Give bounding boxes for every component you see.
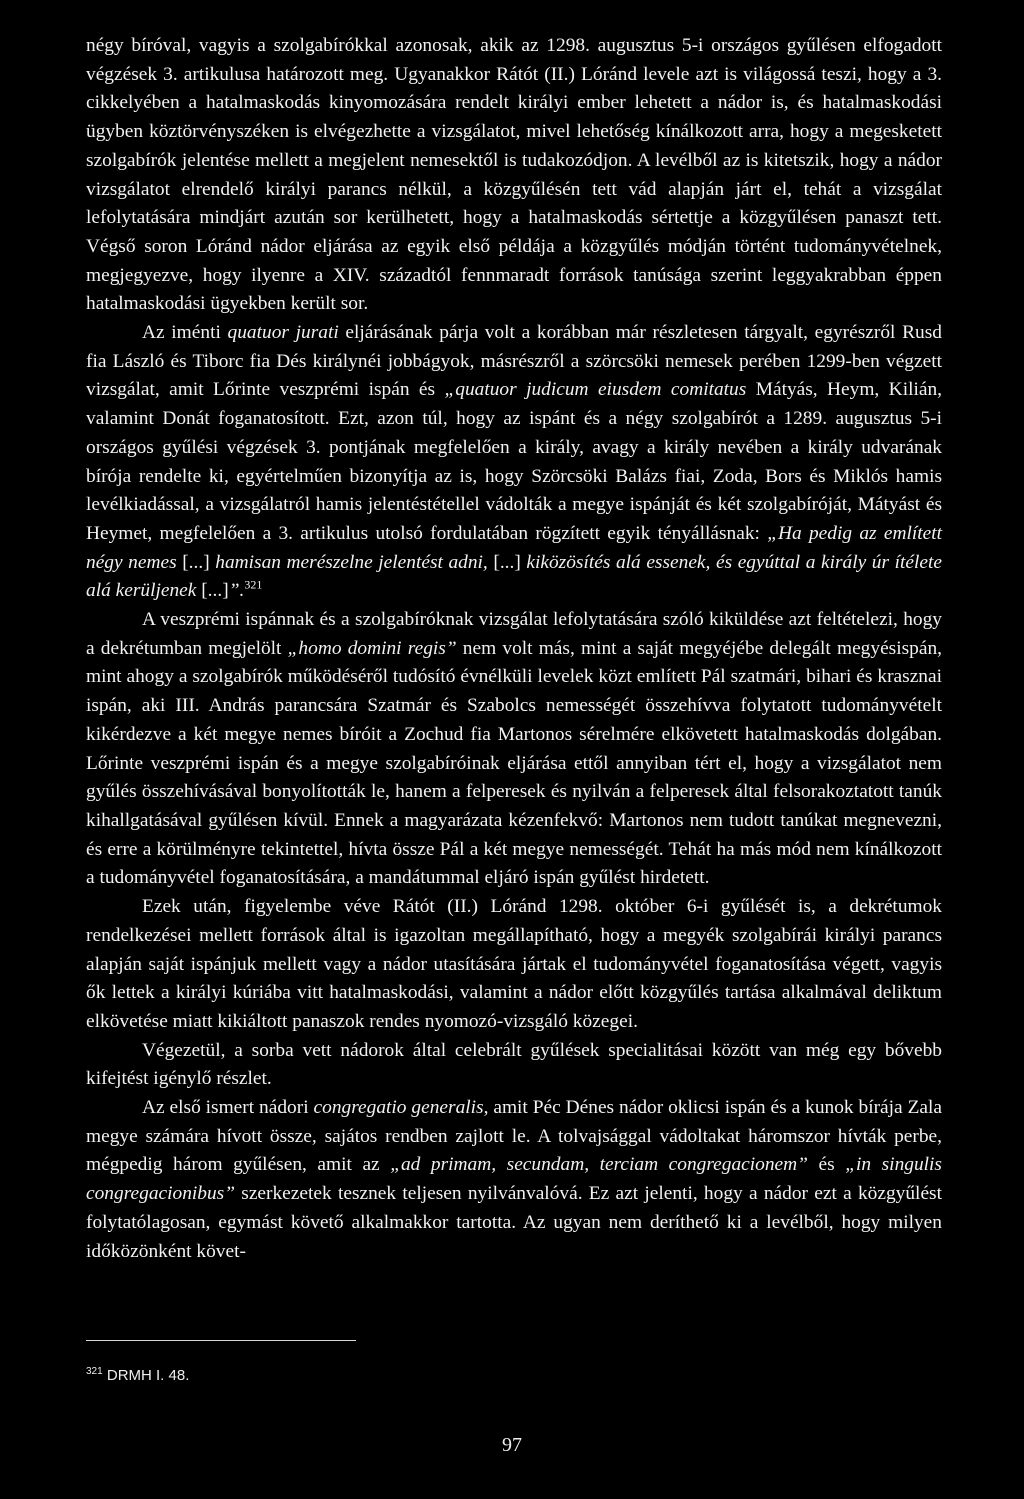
footnote-reference: 321 — [244, 577, 263, 592]
italic-text: hamisan merészelne jelentést adni, — [215, 551, 488, 573]
paragraph — [86, 1037, 942, 1094]
footnote-text: DRMH I. 48. — [102, 1367, 190, 1384]
text-run: [...] — [487, 551, 527, 573]
footnote-number: 321 — [86, 1366, 103, 1377]
italic-text: congregatio generalis — [313, 1097, 484, 1119]
italic-text: „in singulis congregacionibus” — [86, 1154, 942, 1205]
text-run: szerkezetek tesznek teljesen nyilvánvalóvá. Ez azt jelenti, hogy a nádor ezt a közgyűlést folytatólagosan, egymást követő alkalmakkor tartotta. Az ugyan nem deríthető ki a levélből, hogy milyen időközönként követ- — [86, 1183, 942, 1262]
text-run: [...] — [196, 580, 229, 602]
paragraph — [86, 319, 942, 606]
italic-text: quatuor jurati — [227, 322, 339, 344]
paragraph — [86, 32, 942, 319]
italic-text: „quatuor judicum eiusdem comitatus — [444, 379, 747, 401]
text-run: négy bíróval, vagyis a szolgabírókkal azonosak, akik az 1298. augusztus 5-i országos gyűlésen elfogadott végzések 3. artikulusa határozott meg. Ugyanakkor Rátót (II.) Lóránd levele azt is világossá teszi, hogy a 3. cikkelyében a hatalmaskodás kinyomozására rendelt királyi ember lehetett a nádor is, és hatalmaskodási ügyben köztörvényszéken is elvégezhette a vizsgálatot, mivel lehetőség kínálkozott arra, hogy a megesketett szolgabírók jelentése mellett a megjelent nemesektől is tudakozódjon. A levélből az is kitetszik, hogy a nádor vizsgálatot elrendelő királyi parancs nélkül, a közgyűlésén tett vád alapján járt el, tehát a vizsgálat lefolytatására mindjárt azután sor kerülhetett, hogy a hatalmaskodás sértettje a közgyűlésen panaszt tett. Végső soron Lóránd nádor eljárása az egyik első példája a közgyűlés módján történt tudományvételnek, megjegyezve, hogy ilyenre a XIV. századtól fennmaradt források tanúsága szerint leggyakrabban éppen hatalmaskodási ügyekben került sor. — [86, 35, 942, 315]
italic-text: „Ha pedig az említett négy nemes — [86, 522, 942, 573]
page-number: 97 — [502, 1434, 522, 1456]
text-run: , amit Péc Dénes nádor oklicsi ispán és a kunok bírája Zala megye számára hívott össze, sajátos rendben zajlott le. A tolvajsággal vádoltakat háromszor hívták perbe, mégpedig három gyűlésen, amit az — [86, 1097, 943, 1176]
footnote-321 — [86, 1362, 189, 1386]
text-run: Az iménti — [142, 322, 228, 344]
text-run: Az első ismert nádori — [142, 1097, 314, 1119]
text-run: Ezek után, figyelembe véve Rátót (II.) Lóránd 1298. október 6-i gyűlését is, a dekrétumok rendelkezései mellett források által is igazoltan megállapítható, hogy a megyék szolgabírái királyi parancs alapján saját ispánjuk mellett vagy a nádor utasítására jártak el tudományvétel foganatosítása végett, vagyis ők lettek a királyi kúriába vitt hatalmaskodási, valamint a nádor előtt közgyűlés tartása alkalmával deliktum elkövetése miatt kikiáltott panaszok rendes nyomozó-vizsgáló közegei. — [86, 896, 942, 1032]
text-run: és — [807, 1154, 846, 1176]
text-run: eljárásának párja volt a korábban már részletesen tárgyalt, egyrészről Rusd fia László és Tiborc fia Dés királynéi jobbágyok, másrészről a szörcsöki nemesek perében 1299-ben végzett vizsgálat, amit Lőrinte veszprémi ispán és — [86, 322, 942, 401]
paragraph — [86, 1094, 942, 1266]
paragraph — [86, 606, 942, 893]
text-run: [...] — [176, 551, 216, 573]
body-text — [86, 32, 942, 1266]
paragraph — [86, 893, 942, 1037]
footnote-separator — [86, 1340, 356, 1341]
italic-text: „homo domini regis” — [287, 637, 457, 659]
italic-text: kiközösítés alá essenek, és egyúttal a király úr ítélete alá kerüljenek — [86, 551, 942, 602]
italic-text: ”. — [228, 580, 245, 602]
italic-text: „ad primam, secundam, terciam congregacionem” — [390, 1154, 808, 1176]
text-run: nem volt más, mint a saját megyéjébe delegált megyésispán, mint ahogy a szolgabírók működéséről tudósító évnélküli levelek közt említett Pál szatmári, bihari és krasznai ispán, aki III. András parancsára Szatmár és Szabolcs nemességét összehívva folytatott tudományvételt kikérdezve a két megye nemes bíróit a Zochud fia Martonos sérelmére elkövetett hatalmaskodás dolgában. Lőrinte veszprémi ispán és a megye szolgabíróinak eljárása ettől annyiban tért el, hogy a vizsgálatot nem gyűlés összehívásával bonyolították le, hanem a felperesek és nyilván a felperesek által felsorakoztatott tanúk kihallgatásával gyűlésen kívül. Ennek a magyarázata kézenfekvő: Martonos nem tudott tanúkat megnevezni, és erre a körülményre tekintettel, hívta össze Pál a két megye nemességét. Tehát ha más mód nem kínálkozott a tudományvétel foganatosítására, a mandátummal eljáró ispán gyűlést hirdetett. — [86, 637, 943, 889]
text-run: Végezetül, a sorba vett nádorok által celebrált gyűlések specialitásai között van még egy bővebb kifejtést igénylő részlet. — [86, 1039, 942, 1090]
text-run: Mátyás, Heym, Kilián, valamint Donát foganatosított. Ezt, azon túl, hogy az ispánt és a négy szolgabírót a 1289. augusztus 5-i országos gyűlési végzések 3. pontjának megfelelően a király, avagy a király nevében a király udvarának bírója rendelte ki, egyértelműen bizonyítja az is, hogy Szörcsöki Balázs fiai, Zoda, Bors és Miklós hamis levélkiadással, a vizsgálatról hamis jelentéstétellel vádolták a megye ispánját és két szolgabíróját, Mátyást és Heymet, megfelelően a 3. artikulus utolsó fordulatában rögzített egyik tényállásnak: — [86, 379, 943, 544]
text-run: A veszprémi ispánnak és a szolgabíróknak vizsgálat lefolytatására szóló kiküldése azt feltételezi, hogy a dekrétumban megjelölt — [86, 609, 942, 659]
